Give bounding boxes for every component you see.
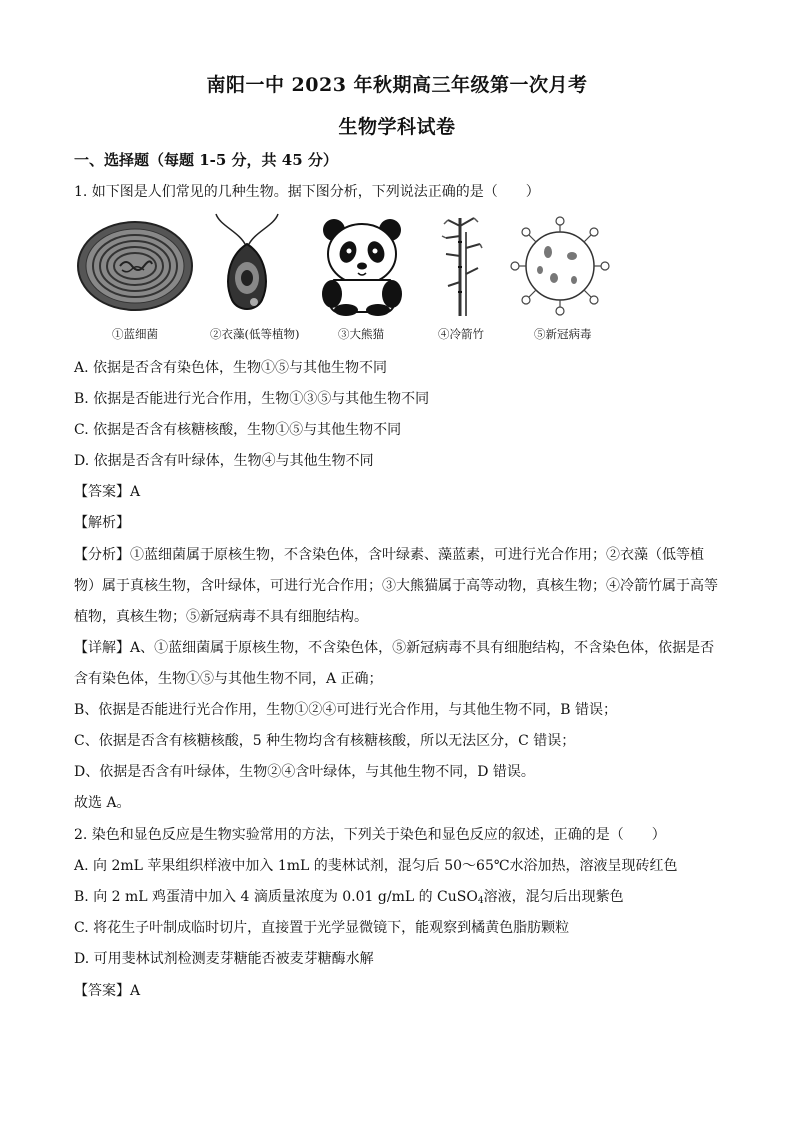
q2-answer: 【答案】A: [74, 983, 141, 999]
q1-detail-line: 含有染色体，生物①⑤与其他生物不同，A 正确；: [74, 671, 383, 687]
q1-detail-line: B、依据是否能进行光合作用，生物①②④可进行光合作用，与其他生物不同，B 错误；: [74, 702, 618, 718]
q2-option-b: [74, 887, 624, 911]
bamboo-illustration: [440, 212, 484, 324]
q1-option-a: A. 依据是否含有染色体，生物①⑤与其他生物不同: [74, 360, 388, 376]
caption-coronavirus: ⑤新冠病毒: [534, 327, 592, 341]
q1-analysis-line: 植物，真核生物；⑤新冠病毒不具有细胞结构。: [74, 609, 368, 625]
q1-detail-line: D、依据是否含有叶绿体，生物②④含叶绿体，与其他生物不同，D 错误。: [74, 764, 535, 780]
q1-detail-line: 【详解】A、①蓝细菌属于原核生物，不含染色体，⑤新冠病毒不具有细胞结构，不含染色体，依据是否: [74, 640, 715, 656]
q2-stem: 2. 染色和显色反应是生物实验常用的方法，下列关于染色和显色反应的叙述，正确的是（ ）: [74, 827, 666, 843]
q2-option-b-subscript: 4: [477, 896, 484, 906]
caption-cyanobacteria: ①蓝细菌: [112, 327, 158, 341]
caption-chlamydomonas: ②衣藻(低等植物): [210, 327, 300, 341]
coronavirus-illustration: [510, 216, 610, 320]
q1-option-c: C. 依据是否含有核糖核酸，生物①⑤与其他生物不同: [74, 422, 402, 438]
q1-option-b: B. 依据是否能进行光合作用，生物①③⑤与其他生物不同: [74, 391, 430, 407]
q1-answer: 【答案】A: [74, 484, 141, 500]
section-heading: 一、选择题（每题 1-5 分，共 45 分）: [74, 151, 338, 169]
q2-option-b-text: B. 向 2 mL 鸡蛋清中加入 4 滴质量浓度为 0.01 g/mL 的 CuSO: [74, 889, 478, 905]
q2-option-b-text-end: 溶液，混匀后出现紫色: [483, 889, 624, 905]
q1-analysis-line: 物）属于真核生物，含叶绿体，可进行光合作用；③大熊猫属于高等动物，真核生物；④冷箭竹属于高等: [74, 578, 718, 594]
chlamydomonas-illustration: [210, 212, 284, 326]
page-title: 南阳一中 2023 年秋期高三年级第一次月考: [206, 74, 588, 96]
q1-figure: [74, 212, 614, 352]
q1-option-d: D. 依据是否含有叶绿体，生物④与其他生物不同: [74, 453, 374, 469]
q2-option-d: D. 可用斐林试剂检测麦芽糖能否被麦芽糖酶水解: [74, 951, 374, 967]
q2-option-a: A. 向 2mL 苹果组织样液中加入 1mL 的斐林试剂，混匀后 50～65℃水浴加热，溶液呈现砖红色: [74, 858, 678, 874]
q1-detail-line: C、依据是否含有核糖核酸，5 种生物均含有核糖核酸，所以无法区分，C 错误；: [74, 733, 576, 749]
page-subtitle: 生物学科试卷: [338, 116, 456, 138]
panda-illustration: [320, 216, 404, 320]
caption-panda: ③大熊猫: [338, 327, 384, 341]
cyanobacteria-illustration: [76, 220, 194, 316]
q1-conclusion: 故选 A。: [74, 795, 131, 811]
caption-bamboo: ④冷箭竹: [438, 327, 484, 341]
q1-analysis-line: 【分析】①蓝细菌属于原核生物，不含染色体，含叶绿素、藻蓝素，可进行光合作用；②衣藻（低等植: [74, 547, 704, 563]
q1-analysis-label: 【解析】: [74, 515, 130, 531]
q2-option-c: C. 将花生子叶制成临时切片，直接置于光学显微镜下，能观察到橘黄色脂肪颗粒: [74, 920, 570, 936]
q1-stem: 1. 如下图是人们常见的几种生物。据下图分析，下列说法正确的是（ ）: [74, 184, 540, 200]
